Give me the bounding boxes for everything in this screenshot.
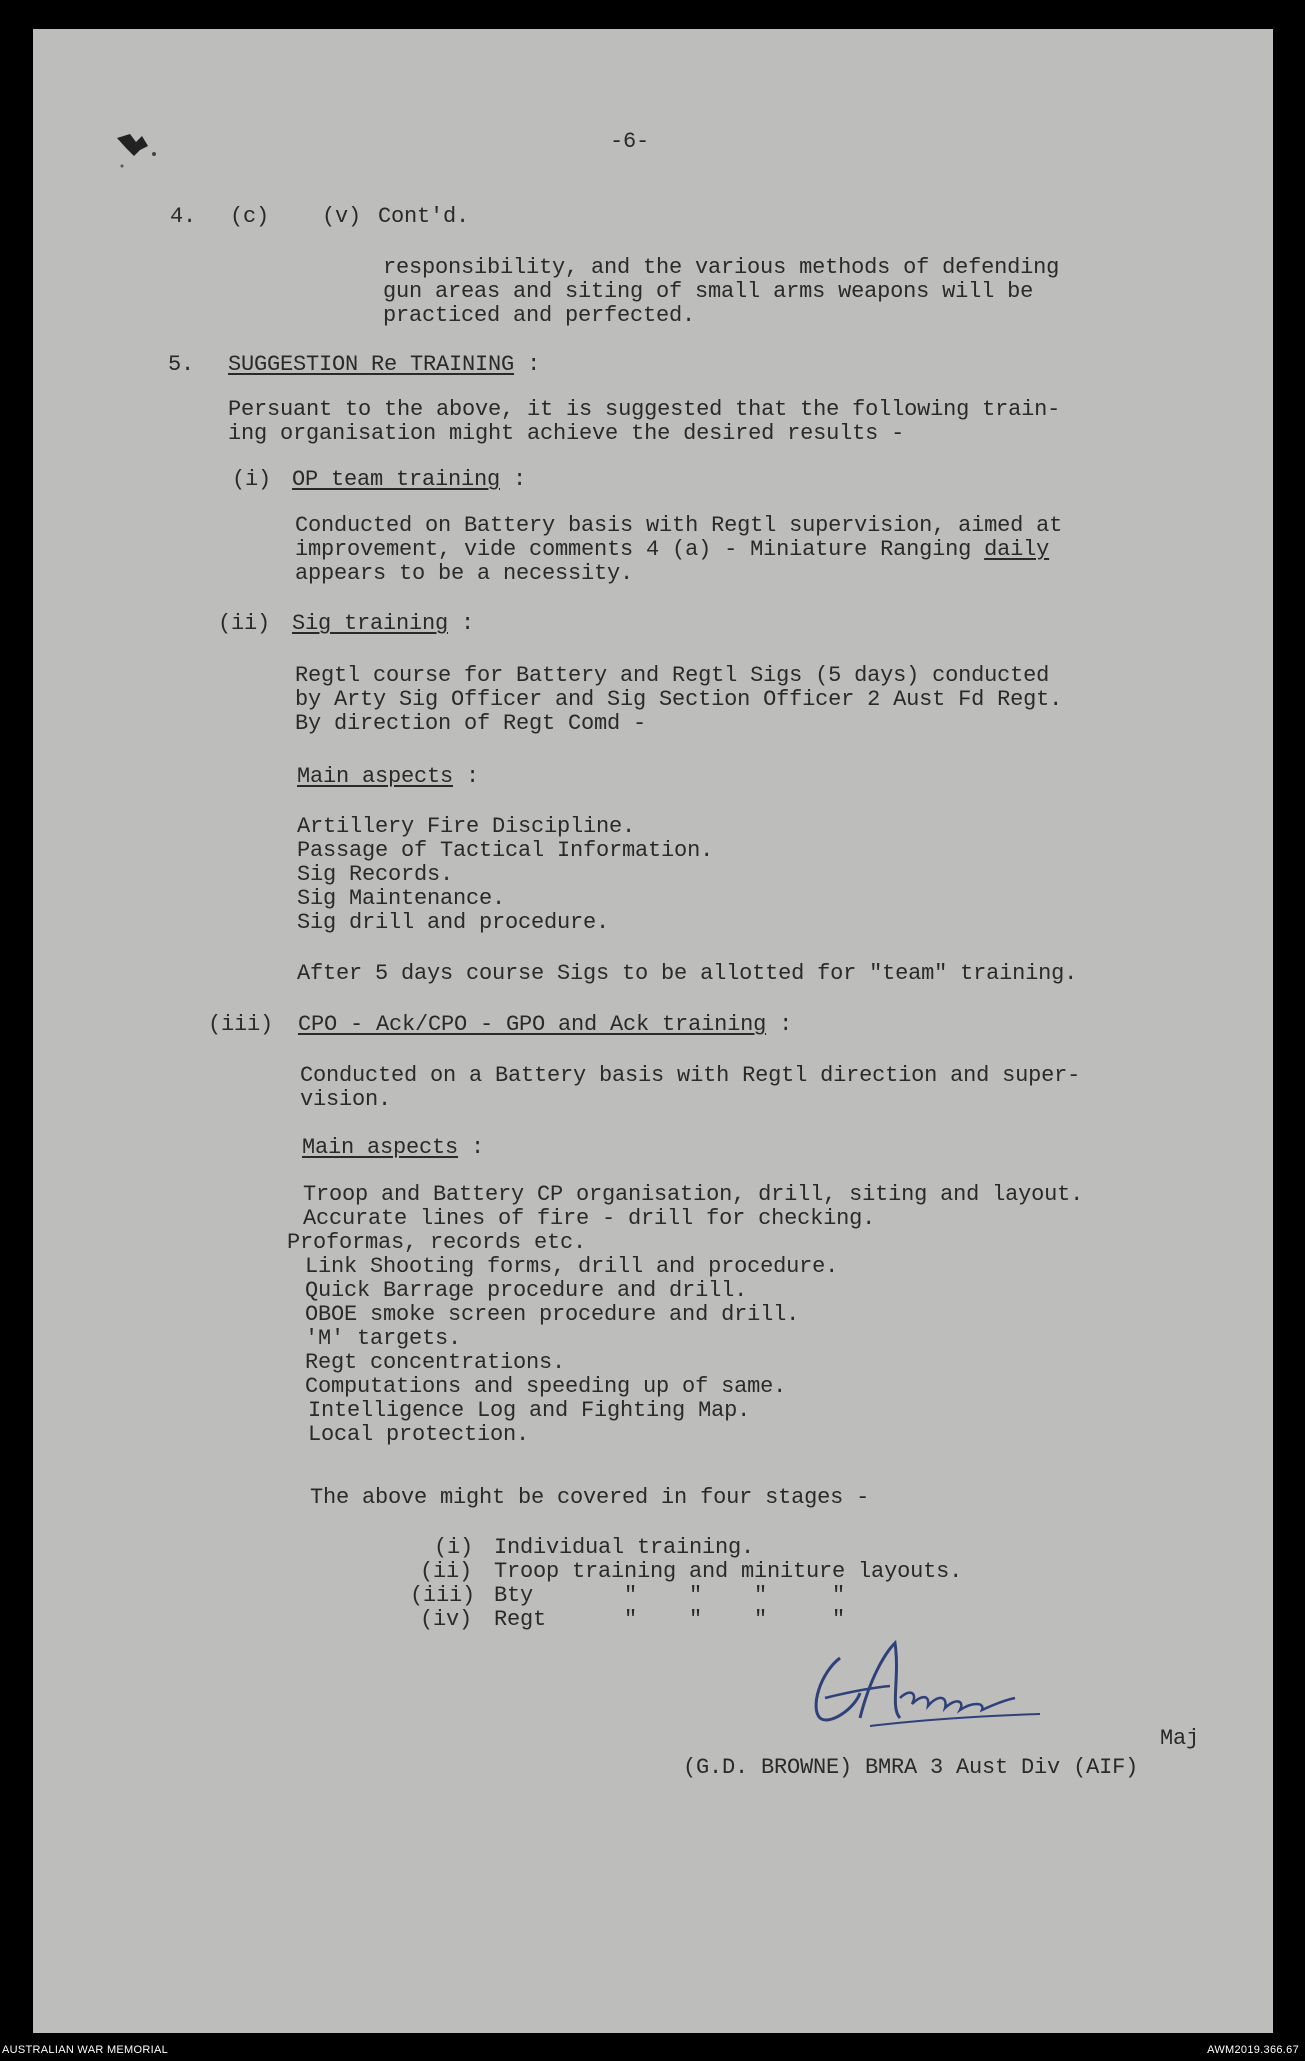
cpo-heading-text: CPO - Ack/CPO - GPO and Ack training [298, 1012, 767, 1037]
op-text-line-start: improvement, vide comments 4 (a) - Miniature Ranging [295, 537, 985, 562]
sig-aspect-item: Sig Records. [297, 862, 454, 887]
cpo-number: (iii) [208, 1012, 274, 1037]
sig-text-line: By direction of Regt Comd - [295, 711, 647, 736]
cpo-aspect-item: Regt concentrations. [305, 1350, 566, 1375]
section-4-number: 4. [170, 204, 197, 229]
section-4-text-line: practiced and perfected. [383, 303, 696, 328]
page-number: -6- [610, 129, 650, 154]
heading-colon: : [500, 467, 527, 492]
op-text-line: Conducted on Battery basis with Regtl supervision, aimed at [295, 513, 1063, 538]
section-5-intro-line: ing organisation might achieve the desired results - [228, 421, 905, 446]
section-5-heading [228, 353, 540, 377]
cpo-aspects-heading-text: Main aspects [302, 1135, 459, 1160]
section-5-heading-text: SUGGESTION Re TRAINING [228, 352, 515, 377]
sig-aspect-item: Sig Maintenance. [297, 886, 506, 911]
op-text-line [295, 538, 1049, 562]
sig-number: (ii) [218, 611, 271, 636]
handwritten-signature [800, 1638, 1060, 1738]
cpo-text-line: Conducted on a Battery basis with Regtl direction and super- [300, 1063, 1081, 1088]
cpo-aspect-item: 'M' targets. [305, 1326, 462, 1351]
stage-text: Individual training. [494, 1535, 755, 1560]
stage-number: (ii) [420, 1559, 473, 1584]
stage-number: (iv) [420, 1607, 473, 1632]
section-4-text-line: gun areas and siting of small arms weapons will be [383, 279, 1034, 304]
heading-colon: : [766, 1012, 793, 1037]
cpo-aspect-item: Local protection. [308, 1422, 530, 1447]
cpo-heading [298, 1013, 792, 1037]
footer-institution: AUSTRALIAN WAR MEMORIAL [2, 2044, 169, 2056]
sig-text-line: Regtl course for Battery and Regtl Sigs (5 days) conducted [295, 663, 1050, 688]
stage-number: (iii) [410, 1583, 476, 1608]
op-number: (i) [232, 467, 272, 492]
heading-colon: : [458, 1135, 485, 1160]
stage-text: Regt " " " " [494, 1607, 846, 1632]
cpo-aspect-item: OBOE smoke screen procedure and drill. [305, 1302, 800, 1327]
op-heading-text: OP team training [292, 467, 501, 492]
stage-text: Troop training and miniture layouts. [494, 1559, 963, 1584]
cpo-aspect-item: Proformas, records etc. [287, 1230, 587, 1255]
section-5-intro-line: Persuant to the above, it is suggested that the following train- [228, 397, 1061, 422]
ink-blot [112, 126, 172, 176]
section-4-item: (v) [322, 204, 362, 229]
section-4-sub: (c) [230, 204, 270, 229]
sig-aspect-item: Artillery Fire Discipline. [297, 814, 636, 839]
footer-accession-number: AWM2019.366.67 [1207, 2044, 1299, 2056]
heading-colon: : [448, 611, 475, 636]
stage-number: (i) [434, 1535, 474, 1560]
cpo-aspects-heading [302, 1136, 484, 1160]
sig-aspects-heading-text: Main aspects [297, 764, 454, 789]
cpo-stages-intro: The above might be covered in four stages - [310, 1485, 870, 1510]
stage-text: Bty " " " " [494, 1583, 846, 1608]
cpo-aspect-item: Accurate lines of fire - drill for checking. [303, 1206, 876, 1231]
cpo-aspect-item: Intelligence Log and Fighting Map. [308, 1398, 751, 1423]
sig-after-text: After 5 days course Sigs to be allotted for "team" training. [297, 961, 1078, 986]
sig-aspect-item: Passage of Tactical Information. [297, 838, 714, 863]
heading-colon: : [453, 764, 480, 789]
sig-aspect-item: Sig drill and procedure. [297, 910, 610, 935]
section-4-contd: Cont'd. [378, 204, 470, 229]
cpo-aspect-item: Computations and speeding up of same. [305, 1374, 787, 1399]
section-5-number: 5. [168, 352, 195, 377]
cpo-aspect-item: Link Shooting forms, drill and procedure. [305, 1254, 839, 1279]
sig-heading [292, 612, 474, 636]
sig-text-line: by Arty Sig Officer and Sig Section Officer 2 Aust Fd Regt. [295, 687, 1063, 712]
cpo-aspect-item: Quick Barrage procedure and drill. [305, 1278, 748, 1303]
section-4-text-line: responsibility, and the various methods of defending [383, 255, 1060, 280]
cpo-aspect-item: Troop and Battery CP organisation, drill, siting and layout. [303, 1182, 1084, 1207]
signatory-rank: Maj [1160, 1726, 1200, 1751]
sig-aspects-heading [297, 765, 479, 789]
cpo-text-line: vision. [300, 1087, 392, 1112]
signatory-name-line: (G.D. BROWNE) BMRA 3 Aust Div (AIF) [683, 1755, 1139, 1780]
op-emphasis-daily: daily [984, 537, 1050, 562]
op-text-line: appears to be a necessity. [295, 561, 634, 586]
sig-heading-text: Sig training [292, 611, 449, 636]
heading-colon: : [514, 352, 541, 377]
op-heading [292, 468, 526, 492]
